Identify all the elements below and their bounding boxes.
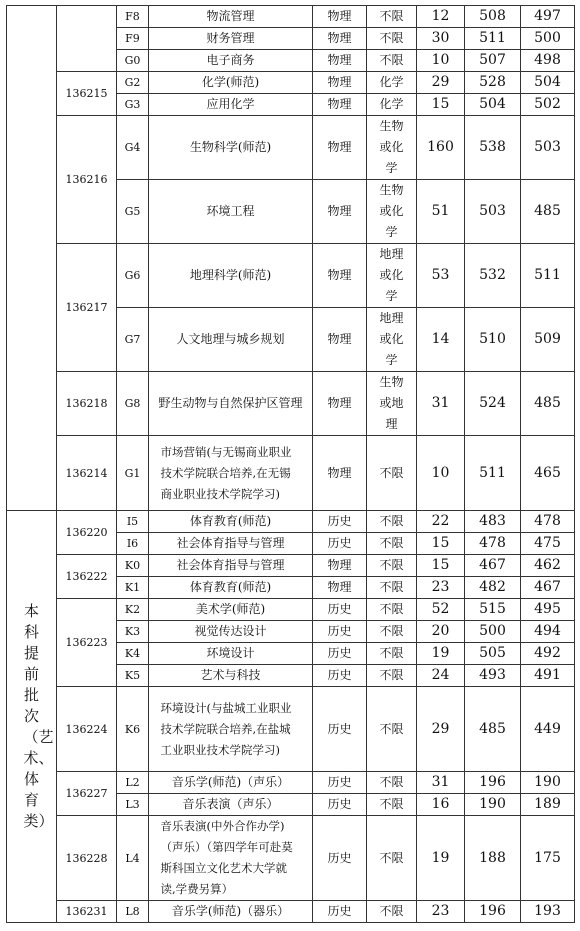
major-name-cell: 化学(师范) (149, 72, 313, 94)
plan-count-cell: 10 (417, 436, 465, 511)
major-code-cell: K4 (117, 643, 149, 665)
min-score-cell: 465 (521, 436, 575, 511)
major-code-cell: G0 (117, 50, 149, 72)
elective-subject-cell: 生物或化学 (379, 119, 404, 175)
plan-count-cell: 19 (417, 816, 465, 901)
max-score-cell: 482 (465, 577, 521, 599)
max-score-cell: 538 (465, 116, 521, 180)
plan-count-cell: 31 (417, 372, 465, 436)
primary-subject-cell: 历史 (313, 816, 367, 901)
major-name-cell: 人文地理与城乡规划 (149, 308, 313, 372)
group-code-cell: 136223 (57, 599, 117, 687)
group-code-cell: 136214 (57, 436, 117, 511)
major-name-cell: 应用化学 (149, 94, 313, 116)
major-name-cell: 环境设计 (149, 643, 313, 665)
plan-count-cell: 15 (417, 533, 465, 555)
plan-count-cell: 20 (417, 621, 465, 643)
plan-count-cell: 23 (417, 577, 465, 599)
major-name-cell: 视觉传达设计 (149, 621, 313, 643)
major-code-cell: G5 (117, 180, 149, 244)
category-label: 本科提前批次（艺术、体育类） (23, 602, 54, 830)
primary-subject-cell: 历史 (313, 772, 367, 794)
major-code-cell: L8 (117, 901, 149, 923)
min-score-cell: 503 (521, 116, 575, 180)
max-score-cell: 528 (465, 72, 521, 94)
primary-subject-cell: 历史 (313, 687, 367, 772)
major-name-cell: 美术学(师范) (149, 599, 313, 621)
plan-count-cell: 15 (417, 94, 465, 116)
min-score-cell: 190 (521, 772, 575, 794)
primary-subject-cell: 物理 (313, 72, 367, 94)
min-score-cell: 495 (521, 599, 575, 621)
primary-subject-cell: 物理 (313, 577, 367, 599)
elective-subject-cell: 地理或化学 (379, 247, 404, 303)
elective-subject-cell: 不限 (367, 577, 417, 599)
min-score-cell: 492 (521, 643, 575, 665)
major-name-cell: 地理科学(师范) (149, 244, 313, 308)
plan-count-cell: 14 (417, 308, 465, 372)
max-score-cell: 478 (465, 533, 521, 555)
elective-subject-cell: 不限 (367, 599, 417, 621)
max-score-cell: 500 (465, 621, 521, 643)
major-name-cell: 音乐学(师范)（声乐） (149, 772, 313, 794)
elective-subject-cell: 不限 (367, 687, 417, 772)
max-score-cell: 507 (465, 50, 521, 72)
max-score-cell: 485 (465, 687, 521, 772)
min-score-cell: 497 (521, 6, 575, 28)
major-name-cell: 社会体育指导与管理 (149, 555, 313, 577)
major-name-cell: 体育教育(师范) (149, 511, 313, 533)
major-code-cell: G3 (117, 94, 149, 116)
max-score-cell: 503 (465, 180, 521, 244)
max-score-cell: 504 (465, 94, 521, 116)
elective-subject-cell: 化学 (367, 72, 417, 94)
primary-subject-cell: 物理 (313, 180, 367, 244)
min-score-cell: 500 (521, 28, 575, 50)
major-code-cell: G4 (117, 116, 149, 180)
group-code-cell: 136231 (57, 901, 117, 923)
min-score-cell: 467 (521, 577, 575, 599)
group-code-cell: 136217 (57, 244, 117, 372)
major-name-cell: 环境工程 (149, 180, 313, 244)
primary-subject-cell: 历史 (313, 511, 367, 533)
elective-subject-cell: 地理或化学 (379, 311, 404, 367)
major-name-cell: 电子商务 (149, 50, 313, 72)
primary-subject-cell: 物理 (313, 50, 367, 72)
plan-count-cell: 24 (417, 665, 465, 687)
min-score-cell: 511 (521, 244, 575, 308)
major-code-cell: K3 (117, 621, 149, 643)
elective-subject-cell: 不限 (367, 555, 417, 577)
max-score-cell: 196 (465, 772, 521, 794)
min-score-cell: 485 (521, 372, 575, 436)
major-code-cell: K2 (117, 599, 149, 621)
major-name-cell: 音乐学(师范)（器乐） (149, 901, 313, 923)
major-code-cell: K1 (117, 577, 149, 599)
plan-count-cell: 53 (417, 244, 465, 308)
major-code-cell: I5 (117, 511, 149, 533)
major-name-cell: 音乐表演(中外合作办学)（声乐）（第四学年可赴莫斯科国立文化艺术大学就读,学费另算） (160, 819, 293, 896)
primary-subject-cell: 物理 (313, 555, 367, 577)
primary-subject-cell: 物理 (313, 6, 367, 28)
group-code-cell: 136215 (57, 72, 117, 116)
min-score-cell: 494 (521, 621, 575, 643)
plan-count-cell: 10 (417, 50, 465, 72)
plan-count-cell: 19 (417, 643, 465, 665)
primary-subject-cell: 历史 (313, 794, 367, 816)
plan-count-cell: 160 (417, 116, 465, 180)
min-score-cell: 504 (521, 72, 575, 94)
min-score-cell: 449 (521, 687, 575, 772)
min-score-cell: 175 (521, 816, 575, 901)
group-code-cell: 136218 (57, 372, 117, 436)
primary-subject-cell: 物理 (313, 308, 367, 372)
min-score-cell: 478 (521, 511, 575, 533)
major-code-cell: G8 (117, 372, 149, 436)
plan-count-cell: 31 (417, 772, 465, 794)
group-code-cell: 136222 (57, 555, 117, 599)
plan-count-cell: 22 (417, 511, 465, 533)
min-score-cell: 498 (521, 50, 575, 72)
primary-subject-cell: 历史 (313, 533, 367, 555)
elective-subject-cell: 不限 (367, 6, 417, 28)
elective-subject-cell: 不限 (367, 50, 417, 72)
max-score-cell: 508 (465, 6, 521, 28)
major-code-cell: G7 (117, 308, 149, 372)
elective-subject-cell: 不限 (367, 794, 417, 816)
category-cell-blank (7, 6, 57, 511)
major-name-cell: 社会体育指导与管理 (149, 533, 313, 555)
max-score-cell: 188 (465, 816, 521, 901)
elective-subject-cell: 不限 (367, 665, 417, 687)
major-code-cell: L3 (117, 794, 149, 816)
plan-count-cell: 51 (417, 180, 465, 244)
primary-subject-cell: 物理 (313, 28, 367, 50)
major-name-cell: 财务管理 (149, 28, 313, 50)
major-name-cell: 生物科学(师范) (149, 116, 313, 180)
major-name-cell: 体育教育(师范) (149, 577, 313, 599)
elective-subject-cell: 不限 (367, 533, 417, 555)
major-name-cell: 市场营销(与无锡商业职业技术学院联合培养,在无锡商业职业技术学院学习) (160, 444, 292, 501)
min-score-cell: 189 (521, 794, 575, 816)
plan-count-cell: 29 (417, 687, 465, 772)
primary-subject-cell: 物理 (313, 436, 367, 511)
plan-count-cell: 30 (417, 28, 465, 50)
min-score-cell: 193 (521, 901, 575, 923)
elective-subject-cell: 化学 (367, 94, 417, 116)
group-code-cell: 136216 (57, 116, 117, 244)
max-score-cell: 493 (465, 665, 521, 687)
primary-subject-cell: 物理 (313, 94, 367, 116)
max-score-cell: 511 (465, 436, 521, 511)
min-score-cell: 485 (521, 180, 575, 244)
primary-subject-cell: 历史 (313, 665, 367, 687)
elective-subject-cell: 不限 (367, 901, 417, 923)
max-score-cell: 510 (465, 308, 521, 372)
elective-subject-cell: 不限 (367, 621, 417, 643)
elective-subject-cell: 不限 (367, 816, 417, 901)
plan-count-cell: 12 (417, 6, 465, 28)
max-score-cell: 190 (465, 794, 521, 816)
max-score-cell: 196 (465, 901, 521, 923)
major-code-cell: L4 (117, 816, 149, 901)
major-code-cell: F8 (117, 6, 149, 28)
plan-count-cell: 52 (417, 599, 465, 621)
group-code-cell: 136220 (57, 511, 117, 555)
primary-subject-cell: 历史 (313, 901, 367, 923)
major-name-cell: 音乐表演（声乐） (149, 794, 313, 816)
max-score-cell: 511 (465, 28, 521, 50)
elective-subject-cell: 不限 (367, 772, 417, 794)
major-code-cell: L2 (117, 772, 149, 794)
major-code-cell: F9 (117, 28, 149, 50)
min-score-cell: 462 (521, 555, 575, 577)
plan-count-cell: 29 (417, 72, 465, 94)
elective-subject-cell: 不限 (367, 436, 417, 511)
min-score-cell: 509 (521, 308, 575, 372)
primary-subject-cell: 物理 (313, 244, 367, 308)
primary-subject-cell: 历史 (313, 621, 367, 643)
group-code-cell: 136224 (57, 687, 117, 772)
elective-subject-cell: 生物或地理 (379, 375, 404, 431)
max-score-cell: 467 (465, 555, 521, 577)
group-code-cell: 136227 (57, 772, 117, 816)
major-name-cell: 艺术与科技 (149, 665, 313, 687)
plan-count-cell: 23 (417, 901, 465, 923)
primary-subject-cell: 历史 (313, 599, 367, 621)
max-score-cell: 515 (465, 599, 521, 621)
major-name-cell: 野生动物与自然保护区管理 (149, 372, 313, 436)
plan-count-cell: 16 (417, 794, 465, 816)
primary-subject-cell: 物理 (313, 116, 367, 180)
primary-subject-cell: 历史 (313, 643, 367, 665)
major-code-cell: G6 (117, 244, 149, 308)
min-score-cell: 491 (521, 665, 575, 687)
major-code-cell: K5 (117, 665, 149, 687)
elective-subject-cell: 不限 (367, 511, 417, 533)
plan-count-cell: 15 (417, 555, 465, 577)
max-score-cell: 532 (465, 244, 521, 308)
max-score-cell: 483 (465, 511, 521, 533)
min-score-cell: 475 (521, 533, 575, 555)
min-score-cell: 502 (521, 94, 575, 116)
primary-subject-cell: 物理 (313, 372, 367, 436)
admission-table (6, 5, 574, 923)
elective-subject-cell: 不限 (367, 643, 417, 665)
major-code-cell: I6 (117, 533, 149, 555)
major-code-cell: K6 (117, 687, 149, 772)
elective-subject-cell: 不限 (367, 28, 417, 50)
group-code-cell: 136228 (57, 816, 117, 901)
major-code-cell: G2 (117, 72, 149, 94)
major-name-cell: 物流管理 (149, 6, 313, 28)
major-code-cell: G1 (117, 436, 149, 511)
elective-subject-cell: 生物或化学 (379, 183, 404, 239)
max-score-cell: 524 (465, 372, 521, 436)
group-code-cell (57, 6, 117, 72)
major-code-cell: K0 (117, 555, 149, 577)
max-score-cell: 505 (465, 643, 521, 665)
major-name-cell: 环境设计(与盐城工业职业技术学院联合培养,在盐城工业职业技术学院学习) (160, 700, 292, 757)
